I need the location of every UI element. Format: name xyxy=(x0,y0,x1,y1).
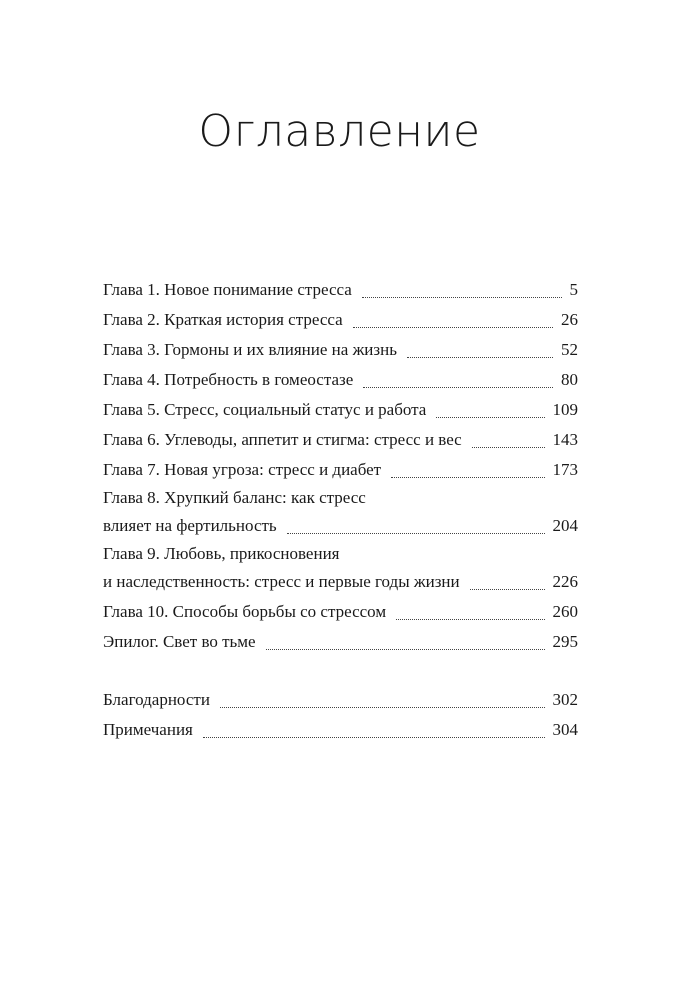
toc-entry-page: 80 xyxy=(561,370,578,389)
toc-entry-chapter-5[interactable] xyxy=(103,395,578,425)
dot-leader xyxy=(396,618,544,620)
dot-leader xyxy=(391,476,544,478)
toc-entry-epilogue[interactable] xyxy=(103,627,578,657)
toc-entry-page: 143 xyxy=(552,430,578,449)
dot-leader xyxy=(470,588,545,590)
toc-entry-acknowledgements[interactable] xyxy=(103,685,578,715)
dot-leader xyxy=(287,532,545,534)
toc-entry-chapter-1[interactable] xyxy=(103,275,578,305)
toc-entry-title: Благодарности xyxy=(103,690,210,709)
toc-entry-title-line2: и наследственность: стресс и первые годы жизни xyxy=(103,572,460,591)
toc-entry-page: 302 xyxy=(552,690,578,709)
toc-entry-chapter-8[interactable] xyxy=(103,485,578,541)
dot-leader xyxy=(362,296,562,298)
toc-entry-title: Глава 5. Стресс, социальный статус и работа xyxy=(103,400,427,419)
dot-leader xyxy=(353,326,553,328)
toc-entry-title-line1: Глава 8. Хрупкий баланс: как стресс xyxy=(103,488,366,507)
toc-entry-title: Глава 3. Гормоны и их влияние на жизнь xyxy=(103,340,397,359)
dot-leader xyxy=(203,736,545,738)
page-title: Оглавление xyxy=(198,106,481,157)
toc-entry-title-line1: Глава 9. Любовь, прикосновения xyxy=(103,544,340,563)
dot-leader xyxy=(407,356,553,358)
toc-entry-chapter-7[interactable] xyxy=(103,455,578,485)
toc-entry-notes[interactable] xyxy=(103,715,578,745)
toc-entry-page: 109 xyxy=(552,400,578,419)
toc-entry-chapter-6[interactable] xyxy=(103,425,578,455)
toc-entry-page: 260 xyxy=(552,602,578,621)
toc-entry-title: Глава 4. Потребность в гомеостазе xyxy=(103,370,354,389)
toc-entry-chapter-2[interactable] xyxy=(103,305,578,335)
toc-entry-title: Глава 10. Способы борьбы со стрессом xyxy=(103,602,387,621)
toc-entry-title: Глава 1. Новое понимание стресса xyxy=(103,280,352,299)
toc-entry-page: 295 xyxy=(552,632,578,651)
toc-entry-chapter-4[interactable] xyxy=(103,365,578,395)
table-of-contents xyxy=(103,275,578,657)
toc-entry-page: 5 xyxy=(569,280,578,299)
dot-leader xyxy=(363,386,553,388)
toc-entry-title: Глава 6. Углеводы, аппетит и стигма: стресс и вес xyxy=(103,430,462,449)
dot-leader xyxy=(472,446,545,448)
toc-entry-chapter-10[interactable] xyxy=(103,597,578,627)
toc-entry-page: 304 xyxy=(552,720,578,739)
toc-entry-title: Глава 7. Новая угроза: стресс и диабет xyxy=(103,460,382,479)
toc-entry-page: 52 xyxy=(561,340,578,359)
back-matter-list xyxy=(103,685,578,745)
toc-entry-title: Примечания xyxy=(103,720,193,739)
toc-entry-title: Глава 2. Краткая история стресса xyxy=(103,310,343,329)
toc-entry-title-line2: влияет на фертильность xyxy=(103,516,277,535)
toc-entry-page: 204 xyxy=(552,516,578,535)
dot-leader xyxy=(436,416,544,418)
dot-leader xyxy=(220,706,545,708)
toc-entry-page: 26 xyxy=(561,310,578,329)
dot-leader xyxy=(266,648,545,650)
toc-entry-page: 173 xyxy=(552,460,578,479)
toc-entry-title: Эпилог. Свет во тьме xyxy=(103,632,256,651)
toc-entry-chapter-3[interactable] xyxy=(103,335,578,365)
toc-entry-page: 226 xyxy=(552,572,578,591)
toc-entry-chapter-9[interactable] xyxy=(103,541,578,597)
